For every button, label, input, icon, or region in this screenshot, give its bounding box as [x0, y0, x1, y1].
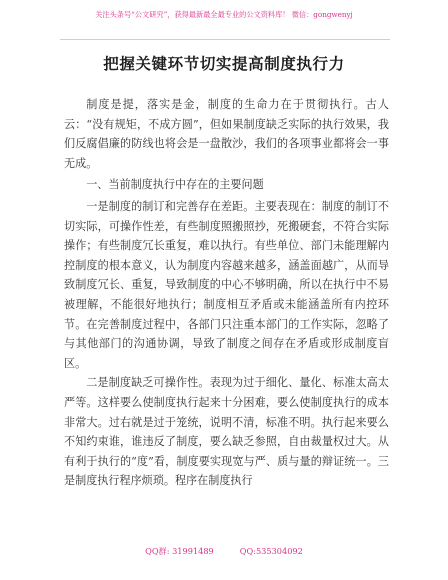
- footer-qq-group: QQ群: 31991489: [145, 546, 214, 556]
- header-divider: [60, 39, 390, 40]
- document-body: [64, 95, 389, 491]
- paragraph-point-one: 一是制度的制订和完善存在差距。主要表现在：制度的制订不切实际，可操作性差，有些制度照搬照抄，死搬硬套，不符合实际操作；有些制度冗长重复，难以执行。有些单位、部门未能理解内控制度的根本意义，认为制度内容越来越多，涵盖面越广，从而导致制度冗长、重复，导致制度的中心不够明确，所以在执行中不易被理解，不能很好地执行；制度相互矛盾或未能涵盖所有内控环节。在完善制度过程中，各部门只注重本部门的工作实际，忽略了与其他部门的沟通协调，导致了制度之间存在矛盾或形成制度盲区。: [64, 199, 389, 370]
- paragraph-intro: 制度是提，落实是金，制度的生命力在于贯彻执行。古人云：“没有规矩，不成方圆”，但如果制度缺乏实际的执行效果，我们反腐倡廉的防线也将会是一盘散沙，我们的各项事业都将会一事无成。: [64, 98, 389, 170]
- paragraph-point-two: 二是制度缺乏可操作性。表现为过于细化、量化、标准太高太严等。这样要么使制度执行起来十分困难，要么使制度执行的成本非常大。过右就是过于笼统，说明不清，标准不明。执行起来要么不知约束谁，谁违反了制度，要么缺乏参照，自由裁量权过大。从有利于执行的“度”看，制度要实现宽与严、质与量的辩证统一。三是制度执行程序烦琐。程序在制度执行: [64, 376, 389, 488]
- footer-contacts: [0, 545, 448, 557]
- section-heading: 一、当前制度执行中存在的主要问题: [86, 178, 264, 192]
- header-banner: 关注头条号“公文研究”，获得最新最全最专业的公文资料库！ 微信：gongwenyj: [95, 10, 353, 19]
- document-title: 把握关键环节切实提高制度执行力: [103, 55, 345, 73]
- footer-qq: QQ:535304092: [239, 546, 303, 556]
